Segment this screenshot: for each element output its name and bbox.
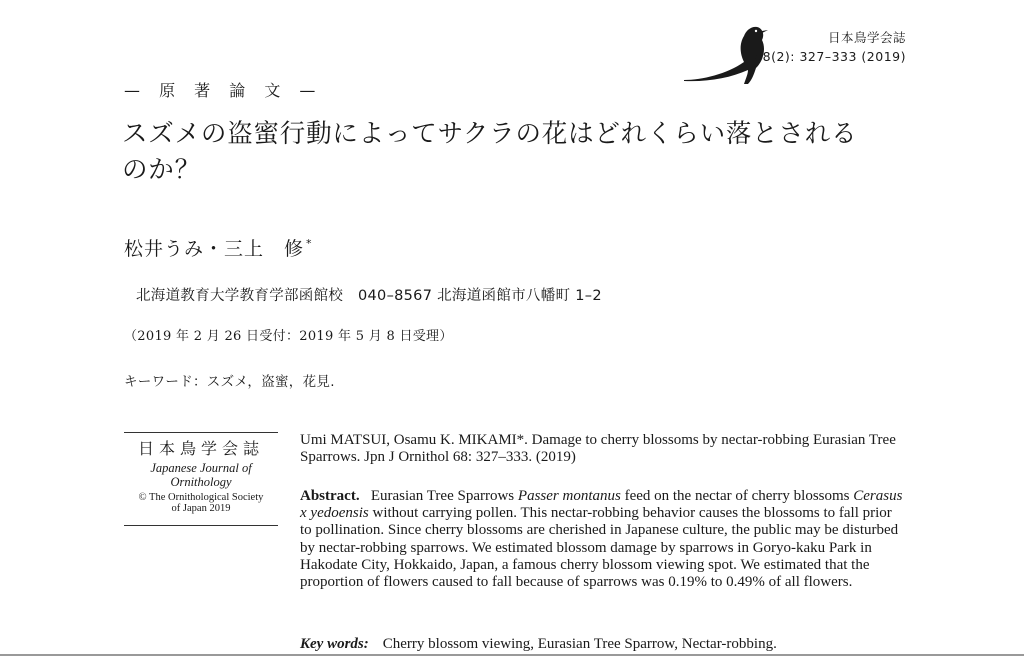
journal-box-english-line-1: Japanese Journal of <box>150 461 252 475</box>
authors <box>124 234 313 261</box>
journal-box-english-line-2: Ornithology <box>170 475 232 489</box>
english-citation: Umi MATSUI, Osamu K. MIKAMI*. Damage to cherry blossoms by nectar-robbing Eurasian Tree Sparrows. Jpn J Ornithol 68: 327–333. (2019) <box>300 432 896 465</box>
abstract-text-1: Eurasian Tree Sparrows <box>370 488 518 504</box>
journal-header <box>754 28 906 66</box>
abstract-species-2: Cerasus x yedoensis <box>300 488 903 522</box>
paper-title <box>122 116 922 188</box>
journal-box-name: 日本鳥学会誌 <box>137 439 264 458</box>
english-keywords <box>300 636 906 653</box>
journal-box-copyright-line-2: of Japan 2019 <box>171 503 231 514</box>
journal-box-copyright <box>124 492 278 514</box>
journal-box-english-name <box>124 461 278 489</box>
journal-name: 日本鳥学会誌 <box>827 30 906 45</box>
author-names: 松井うみ・三上 修 <box>124 238 305 260</box>
japanese-keywords: キーワード：スズメ，盗蜜，花見. <box>124 374 335 390</box>
english-keywords-text: Cherry blossom viewing, Eurasian Tree Sparrow, Nectar-robbing. <box>382 636 777 652</box>
abstract-species-1: Passer montanus <box>517 488 621 504</box>
abstract <box>300 488 906 591</box>
journal-volume: 68(2): 327–333 (2019) <box>754 49 906 64</box>
received-accepted-dates: （2019 年 2 月 26 日受付：2019 年 5 月 8 日受理） <box>124 329 453 344</box>
corresponding-author-mark: * <box>306 237 313 250</box>
abstract-text-3: without carrying pollen. This nectar-robbing behavior causes the blossoms to fall prior to pollination. Since cherry blossoms are cherished in Japanese culture, the public may be disturbed by nectar-robbing sparrows. We estimated blossom damage by sparrows in Goryo-kaku Park in Hakodate City, Hokkaido, Japan, a famous cherry blossom viewing spot. We estimated that the proportion of flowers caused to fall because of sparrows was 0.19% to 0.49% of all flowers. <box>300 505 899 591</box>
abstract-text-2: feed on the nectar of cherry blossoms <box>620 488 854 504</box>
bottom-divider <box>0 654 1024 656</box>
section-label: — 原 著 論 文 — <box>124 81 323 100</box>
affiliation: 北海道教育大学教育学部函館校 040–8567 北海道函館市八幡町 1–2 <box>136 288 602 304</box>
abstract-label: Abstract. <box>300 488 360 504</box>
journal-box-copyright-line-1: © The Ornithological Society <box>138 492 264 503</box>
paper-title-line-2: のか？ <box>122 155 201 185</box>
paper-title-line-1: スズメの盗蜜行動によってサクラの花はどれくらい落とされる <box>122 119 858 149</box>
journal-info-box <box>124 432 278 526</box>
english-keywords-label: Key words: <box>300 636 369 652</box>
